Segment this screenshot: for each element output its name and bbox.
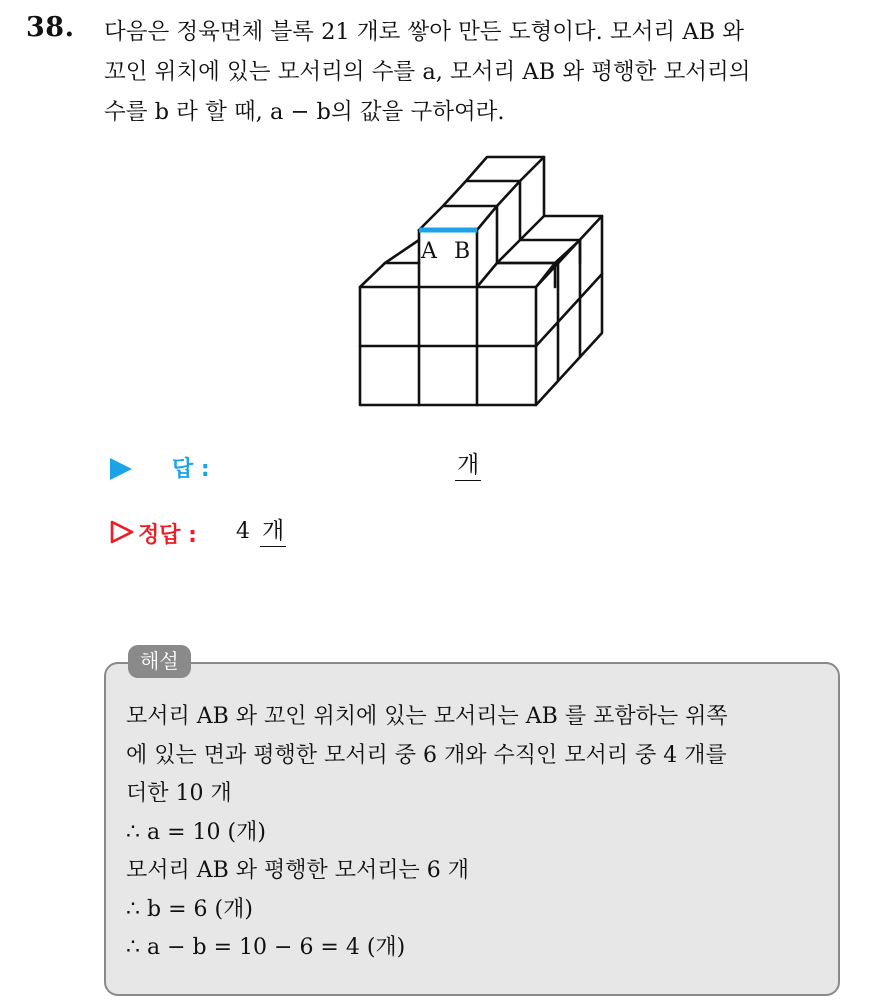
label-b: B	[454, 239, 471, 264]
question-line: 수를 b 라 할 때, a − b의 값을 구하여라.	[104, 99, 505, 125]
correct-label: 정답 :	[138, 523, 197, 548]
question-text	[104, 12, 864, 132]
solution-text	[126, 698, 832, 968]
solution-line: ∴ b = 6 (개)	[126, 896, 253, 922]
cube-stack-figure	[356, 152, 608, 408]
correct-triangle-outline-icon	[110, 520, 134, 544]
solution-line: 에 있는 면과 평행한 모서리 중 6 개와 수직인 모서리 중 4 개를	[126, 742, 727, 768]
question-line: 꼬인 위치에 있는 모서리의 수를 a, 모서리 AB 와 평행한 모서리의	[104, 59, 751, 85]
correct-unit: 개	[260, 518, 286, 547]
label-a: A	[421, 239, 437, 264]
answer-triangle-icon	[110, 458, 132, 480]
question-line: 다음은 정육면체 블록 21 개로 쌓아 만든 도형이다. 모서리 AB 와	[104, 19, 744, 45]
solution-line: 더한 10 개	[126, 781, 232, 806]
answer-label: 답 :	[172, 457, 210, 482]
solution-line: ∴ a = 10 (개)	[126, 819, 266, 845]
question-number: 38.	[26, 12, 75, 43]
solution-tab: 해설	[128, 645, 191, 678]
solution-line: 모서리 AB 와 꼬인 위치에 있는 모서리는 AB 를 포함하는 위쪽	[126, 704, 728, 729]
correct-value: 4	[236, 519, 250, 544]
solution-line: ∴ a − b = 10 − 6 = 4 (개)	[126, 935, 406, 960]
solution-line: 모서리 AB 와 평행한 모서리는 6 개	[126, 858, 470, 883]
answer-unit-blank[interactable]: 개	[455, 452, 481, 481]
